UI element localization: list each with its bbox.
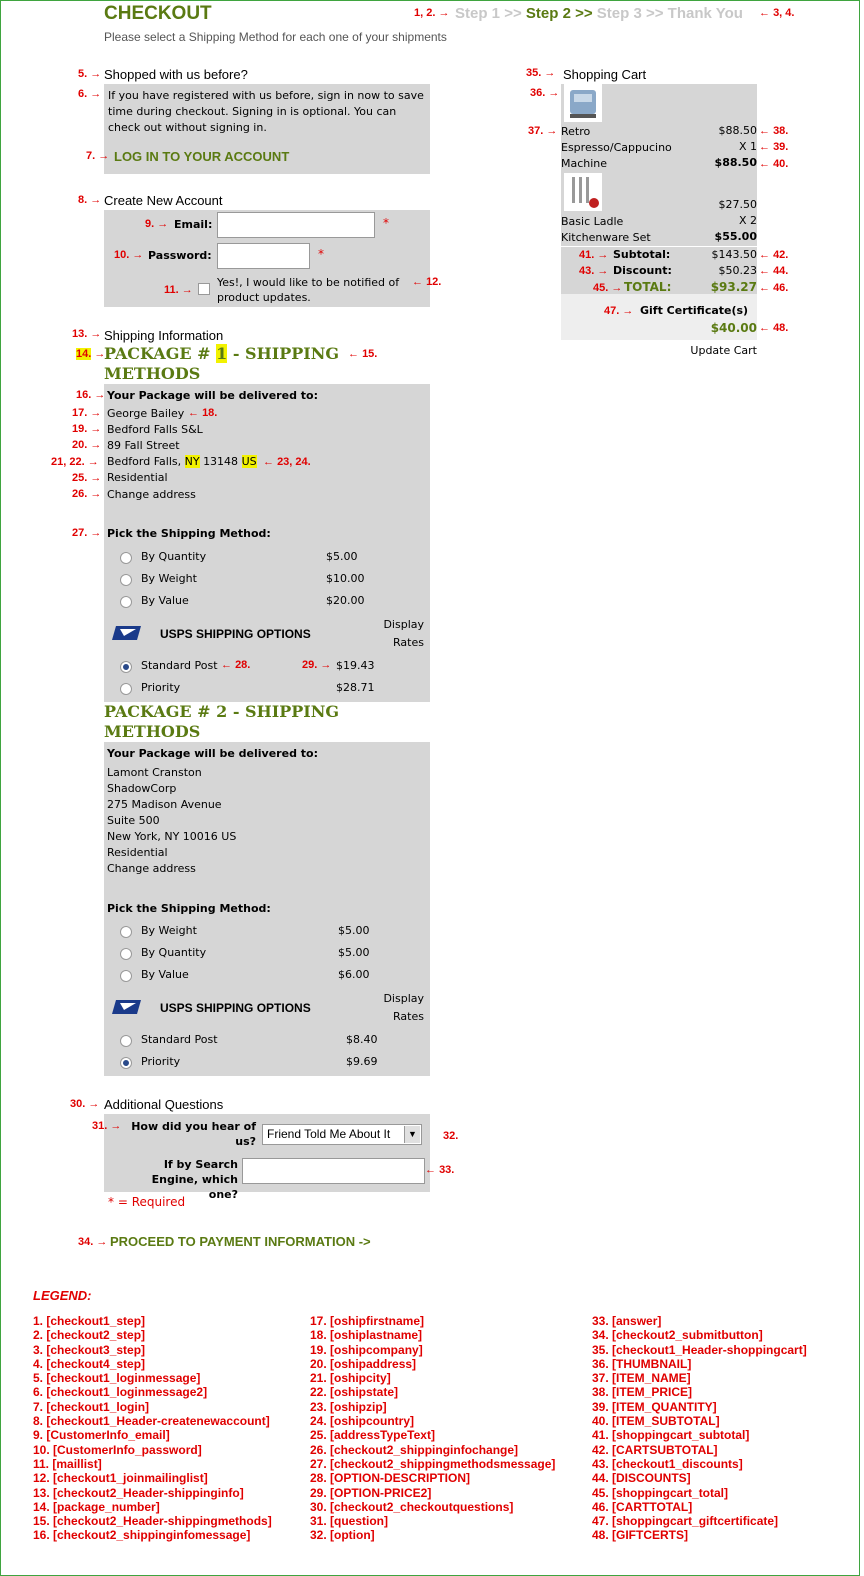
- legend-entry: 36. [THUMBNAIL]: [592, 1356, 692, 1371]
- legend-entry: 35. [checkout1_Header-shoppingcart]: [592, 1342, 807, 1357]
- deliver-message: Your Package will be delivered to:: [107, 747, 318, 760]
- ship-firstname: George: [107, 407, 148, 420]
- annotation-47: 47. →: [604, 305, 634, 317]
- annotation-39: ← 39.: [759, 141, 789, 153]
- item-price: $27.50: [718, 198, 757, 211]
- login-header: Shopped with us before?: [104, 67, 248, 82]
- legend-entry: 12. [checkout1_joinmailinglist]: [33, 1471, 208, 1486]
- answer-field[interactable]: [242, 1158, 425, 1184]
- annotation-9: 9. →: [145, 218, 169, 230]
- ship-company: Bedford Falls S&L: [107, 423, 203, 436]
- ship-state: NY: [184, 455, 200, 468]
- question-2: If by Search Engine, which one?: [151, 1158, 238, 1201]
- legend-entry: 8. [checkout1_Header-createnewaccount]: [33, 1414, 270, 1429]
- annotation-28: ← 28.: [221, 659, 251, 671]
- email-field[interactable]: [217, 212, 375, 238]
- legend-column-1: [33, 1314, 272, 1543]
- ship-address-line: Suite 500: [107, 814, 160, 827]
- proceed-button[interactable]: PROCEED TO PAYMENT INFORMATION ->: [110, 1234, 371, 1249]
- annotation-8: 8. →: [78, 194, 102, 206]
- update-cart-link[interactable]: Update Cart: [690, 344, 757, 357]
- display-rates: Display Rates: [383, 618, 424, 649]
- annotation-29: 29. →: [302, 659, 332, 671]
- change-address-link[interactable]: Change address: [107, 862, 196, 875]
- annotation-16: 16. →: [76, 389, 106, 401]
- ship-address-line: ShadowCorp: [107, 782, 177, 795]
- usps-eagle-icon: [112, 624, 142, 642]
- item-quantity: X 1: [738, 140, 757, 153]
- annotation-20: 20. →: [72, 439, 102, 451]
- legend-entry: 11. [maillist]: [33, 1456, 102, 1471]
- ship-lastname: Bailey: [150, 407, 185, 420]
- package-label: PACKAGE #: [104, 702, 211, 721]
- legend-entry: 9. [CustomerInfo_email]: [33, 1428, 170, 1443]
- address-type: Residential: [107, 471, 168, 484]
- option-price: $5.00: [338, 946, 370, 959]
- chevron-down-icon[interactable]: ▼: [404, 1126, 420, 1143]
- pick-method-message: Pick the Shipping Method:: [107, 902, 271, 915]
- shipping-radio[interactable]: [120, 683, 132, 695]
- legend-entry: 32. [option]: [310, 1528, 375, 1543]
- required-text: = Required: [117, 1195, 186, 1209]
- annotation-17: 17. →: [72, 407, 102, 419]
- annotation-26: 26. →: [72, 488, 102, 500]
- ship-address-line: 275 Madison Avenue: [107, 798, 222, 811]
- step-sep: >>: [645, 5, 664, 22]
- legend-entry: 47. [shoppingcart_giftcertificate]: [592, 1514, 779, 1529]
- shipping-radio[interactable]: [120, 948, 132, 960]
- total-label: TOTAL:: [624, 280, 672, 294]
- login-link[interactable]: LOG IN TO YOUR ACCOUNT: [114, 149, 290, 164]
- legend-entry: 10. [CustomerInfo_password]: [33, 1442, 202, 1457]
- shipping-radio[interactable]: [120, 574, 132, 586]
- annotation-36: 36. →: [530, 87, 560, 99]
- required-star: *: [108, 1195, 114, 1209]
- ship-address: 89 Fall Street: [107, 439, 180, 452]
- annotation-31: 31. →: [92, 1120, 122, 1132]
- cart-divider: [561, 246, 757, 247]
- select-value: Friend Told Me About It: [267, 1127, 391, 1141]
- legend-entry: 29. [OPTION-PRICE2]: [310, 1485, 432, 1500]
- item-quantity: X 2: [738, 214, 757, 227]
- legend-entry: 1. [checkout1_step]: [33, 1314, 146, 1328]
- step-1[interactable]: Step 1: [455, 5, 501, 22]
- legend-entry: 3. [checkout3_step]: [33, 1342, 146, 1357]
- shipping-radio[interactable]: [120, 552, 132, 564]
- espresso-thumbnail-icon[interactable]: [564, 84, 602, 122]
- annotation-18: ← 18.: [188, 407, 218, 419]
- gift-amount: $40.00: [710, 321, 757, 335]
- display-rates: Display Rates: [383, 992, 424, 1023]
- option-price: $9.69: [346, 1055, 378, 1068]
- annotation-10: 10. →: [114, 249, 144, 261]
- legend-entry: 46. [CARTTOTAL]: [592, 1499, 693, 1514]
- legend-entry: 37. [ITEM_NAME]: [592, 1371, 691, 1386]
- annotation-40: ← 40.: [759, 158, 789, 170]
- cart-discount: $50.23: [718, 264, 757, 277]
- ship-zip: 13148: [203, 455, 239, 468]
- questions-header: Additional Questions: [104, 1097, 224, 1112]
- change-address-link[interactable]: Change address: [107, 488, 196, 501]
- subtotal-label: Subtotal:: [613, 248, 671, 261]
- option-desc: Priority: [141, 1055, 181, 1068]
- annotation-42: ← 42.: [759, 249, 789, 261]
- shipping-radio[interactable]: [120, 1035, 132, 1047]
- step-sep: >>: [504, 5, 522, 22]
- annotation-34: 34. →: [78, 1236, 108, 1248]
- legend-entry: 14. [package_number]: [33, 1499, 160, 1514]
- legend-entry: 16. [checkout2_shippinginfomessage]: [33, 1528, 251, 1543]
- ship-city-line: [107, 455, 257, 468]
- annotation-6: 6. →: [78, 88, 102, 100]
- option-desc: By Quantity: [141, 550, 207, 563]
- annotation-48: ← 48.: [759, 322, 789, 334]
- annotation-3-4: ← 3, 4.: [759, 7, 795, 19]
- legend-entry: 21. [oshipcity]: [310, 1371, 391, 1386]
- package-2-title: [104, 702, 364, 742]
- legend-entry: 19. [oshipcompany]: [310, 1342, 423, 1357]
- annotation-30: 30. →: [70, 1098, 100, 1110]
- usps-header: USPS SHIPPING OPTIONS: [160, 1001, 311, 1015]
- annotation-19: 19. →: [72, 423, 102, 435]
- annotation-21-22: 21, 22. →: [51, 456, 99, 468]
- discount-label: Discount:: [613, 264, 672, 277]
- step-2[interactable]: Step 2: [525, 5, 571, 22]
- legend-entry: 25. [addressTypeText]: [310, 1428, 435, 1443]
- legend-entry: 27. [checkout2_shippingmethodsmessage]: [310, 1456, 556, 1471]
- password-field[interactable]: [217, 243, 310, 269]
- shipping-radio[interactable]: [120, 926, 132, 938]
- option-desc: By Quantity: [141, 946, 207, 959]
- usps-eagle-icon: [112, 998, 142, 1016]
- legend-entry: 18. [oshiplastname]: [310, 1328, 423, 1343]
- cart-header: Shopping Cart: [563, 67, 647, 82]
- step-4[interactable]: Thank You: [667, 5, 743, 22]
- annotation-35: 35. →: [526, 67, 556, 79]
- mailing-label: Yes!, I would like to be notified of product updates.: [217, 276, 400, 304]
- option-price: $5.00: [326, 550, 358, 563]
- shipping-radio[interactable]: [120, 596, 132, 608]
- page-subtitle: Please select a Shipping Method for each one of your shipments: [104, 30, 447, 44]
- legend-entry: 6. [checkout1_loginmessage2]: [33, 1385, 208, 1400]
- legend-entry: 34. [checkout2_submitbutton]: [592, 1328, 763, 1343]
- option-desc: By Value: [141, 594, 189, 607]
- option-desc: By Weight: [141, 924, 197, 937]
- item-price: $88.50: [718, 124, 757, 137]
- shipping-methods-label: - SHIPPING METHODS: [104, 702, 340, 741]
- create-account-header: Create New Account: [104, 193, 223, 208]
- option-price: $19.43: [336, 659, 375, 672]
- login-message: If you have registered with us before, sign in now to save time during checkout. Signing in is optional. You can check out without signing in.: [108, 89, 424, 134]
- legend-entry: 31. [question]: [310, 1514, 389, 1529]
- legend-entry: 7. [checkout1_login]: [33, 1399, 150, 1414]
- legend-entry: 20. [oshipaddress]: [310, 1356, 417, 1371]
- legend-entry: 33. [answer]: [592, 1314, 662, 1328]
- checkout-steps: [455, 5, 743, 22]
- legend-entry: 39. [ITEM_QUANTITY]: [592, 1399, 717, 1414]
- option-desc: Priority: [141, 681, 181, 694]
- annotation-45: 45. →: [593, 282, 623, 294]
- annotation-15: ← 15.: [348, 348, 378, 360]
- legend-entry: 23. [oshipzip]: [310, 1399, 387, 1414]
- annotation-11: 11. →: [164, 284, 193, 296]
- cart-total: $93.27: [710, 280, 757, 294]
- password-label: Password:: [148, 249, 212, 262]
- address-type: Residential: [107, 846, 168, 859]
- email-label: Email:: [174, 218, 213, 231]
- gift-label: Gift Certificate(s): [640, 304, 749, 317]
- annotation-43: 43. →: [579, 265, 609, 277]
- shipping-methods-label: - SHIPPING METHODS: [104, 344, 340, 383]
- legend-title: LEGEND:: [33, 1288, 92, 1303]
- ladle-thumbnail-icon[interactable]: [564, 173, 602, 211]
- option-price: $8.40: [346, 1033, 378, 1046]
- annotation-7: 7. →: [86, 150, 110, 162]
- legend-column-2: [310, 1314, 555, 1543]
- cart-subtotal: $143.50: [711, 248, 757, 261]
- option-desc: Standard Post: [141, 1033, 218, 1046]
- legend-entry: 41. [shoppingcart_subtotal]: [592, 1428, 750, 1443]
- option-price: $28.71: [336, 681, 375, 694]
- ship-country: US: [241, 455, 257, 468]
- legend-entry: 22. [oshipstate]: [310, 1385, 399, 1400]
- question-1-select[interactable]: [262, 1124, 422, 1145]
- option-price: $20.00: [326, 594, 365, 607]
- annotation-44: ← 44.: [759, 265, 789, 277]
- legend-entry: 2. [checkout2_step]: [33, 1328, 146, 1343]
- legend-entry: 30. [checkout2_checkoutquestions]: [310, 1499, 514, 1514]
- usps-header: USPS SHIPPING OPTIONS: [160, 627, 311, 641]
- legend-entry: 26. [checkout2_shippinginfochange]: [310, 1442, 519, 1457]
- annotation-23-24: ← 23, 24.: [263, 456, 311, 468]
- option-desc: By Value: [141, 968, 189, 981]
- required-note: [108, 1195, 185, 1209]
- legend-entry: 45. [shoppingcart_total]: [592, 1485, 729, 1500]
- legend-entry: 44. [DISCOUNTS]: [592, 1471, 691, 1486]
- ship-name: [107, 407, 184, 420]
- step-sep: >>: [575, 5, 593, 22]
- shipping-header: Shipping Information: [104, 328, 224, 343]
- option-price: $10.00: [326, 572, 365, 585]
- mailing-checkbox[interactable]: [198, 283, 210, 295]
- annotation-27: 27. →: [72, 527, 102, 539]
- required-star: *: [318, 247, 324, 261]
- legend-entry: 5. [checkout1_loginmessage]: [33, 1371, 201, 1386]
- legend-entry: 17. [oshipfirstname]: [310, 1314, 425, 1328]
- annotation-32: 32.: [443, 1130, 459, 1142]
- package-number: 2: [216, 702, 228, 721]
- shipping-radio[interactable]: [120, 1057, 132, 1069]
- ship-city: Bedford Falls,: [107, 455, 182, 468]
- pick-method-message: Pick the Shipping Method:: [107, 527, 271, 540]
- item-subtotal: $55.00: [714, 230, 757, 243]
- annotation-37: 37. →: [528, 125, 558, 137]
- required-star: *: [383, 216, 389, 230]
- legend-column-3: [592, 1314, 807, 1543]
- option-desc: By Weight: [141, 572, 197, 585]
- legend-entry: 24. [oshipcountry]: [310, 1414, 415, 1429]
- package-number: 1: [216, 344, 228, 363]
- question-1: How did you hear of us?: [131, 1120, 256, 1148]
- annotation-14: 14. →: [76, 348, 106, 360]
- item-name: Basic Ladle Kitchenware Set: [561, 215, 651, 244]
- ship-address-line: New York, NY 10016 US: [107, 830, 237, 843]
- package-label: PACKAGE #: [104, 344, 211, 363]
- option-desc: Standard Post: [141, 659, 218, 672]
- annotation-5: 5. →: [78, 68, 102, 80]
- shipping-radio[interactable]: [120, 661, 132, 673]
- item-name: Retro Espresso/Cappucino Machine: [561, 125, 672, 170]
- annotation-12: ← 12.: [412, 276, 442, 288]
- legend-entry: 15. [checkout2_Header-shippingmethods]: [33, 1514, 272, 1529]
- legend-entry: 4. [checkout4_step]: [33, 1356, 146, 1371]
- shipping-radio[interactable]: [120, 970, 132, 982]
- package-1-title: [104, 344, 364, 384]
- page-title: CHECKOUT: [104, 3, 212, 24]
- annotation-46: ← 46.: [759, 282, 789, 294]
- annotation-41: 41. →: [579, 249, 609, 261]
- annotation-25: 25. →: [72, 472, 102, 484]
- deliver-message: Your Package will be delivered to:: [107, 389, 318, 402]
- annotation-38: ← 38.: [759, 125, 789, 137]
- legend-entry: 38. [ITEM_PRICE]: [592, 1385, 693, 1400]
- legend-entry: 48. [GIFTCERTS]: [592, 1528, 689, 1543]
- option-price: $5.00: [338, 924, 370, 937]
- legend-entry: 40. [ITEM_SUBTOTAL]: [592, 1414, 720, 1429]
- legend-entry: 28. [OPTION-DESCRIPTION]: [310, 1471, 471, 1486]
- step-3[interactable]: Step 3: [596, 5, 642, 22]
- legend-entry: 13. [checkout2_Header-shippinginfo]: [33, 1485, 244, 1500]
- annotation-1-2: 1, 2. →: [414, 7, 450, 19]
- annotation-13: 13. →: [72, 328, 102, 340]
- annotation-33: ← 33.: [425, 1164, 455, 1176]
- item-subtotal: $88.50: [714, 156, 757, 169]
- legend-entry: 43. [checkout1_discounts]: [592, 1456, 743, 1471]
- option-price: $6.00: [338, 968, 370, 981]
- ship-address-line: Lamont Cranston: [107, 766, 202, 779]
- legend-entry: 42. [CARTSUBTOTAL]: [592, 1442, 718, 1457]
